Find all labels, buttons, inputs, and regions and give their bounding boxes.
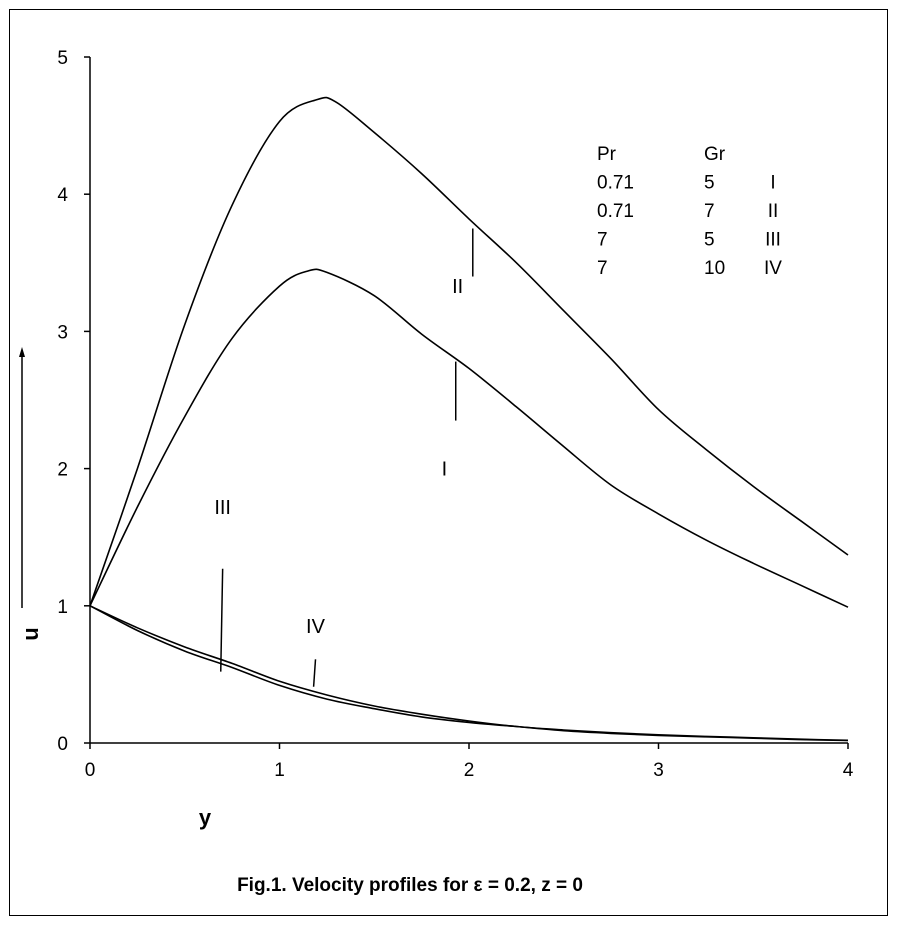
y-tick-label: 0 xyxy=(57,734,68,755)
y-tick-label: 2 xyxy=(57,459,68,481)
annotation-leader-iii xyxy=(221,569,223,672)
legend-cell: III xyxy=(765,229,781,251)
series-line-iv xyxy=(90,606,848,741)
legend xyxy=(597,144,782,279)
y-tick-label: 5 xyxy=(57,48,68,69)
y-tick-label: 3 xyxy=(57,322,68,344)
legend-cell: I xyxy=(770,172,776,194)
legend-cell: 5 xyxy=(704,172,715,194)
annotation-leader-iv xyxy=(314,659,316,686)
u-axis-arrow-icon xyxy=(19,347,25,357)
curve-annotations xyxy=(214,229,472,687)
series-line-i xyxy=(90,269,848,607)
annotation-label-iii: III xyxy=(214,496,231,519)
legend-cell: 0.71 xyxy=(597,172,634,194)
legend-cell: 10 xyxy=(704,258,726,279)
axes xyxy=(90,57,848,743)
legend-cell: IV xyxy=(764,258,782,279)
annotation-label-ii: II xyxy=(452,275,464,298)
legend-cell: 7 xyxy=(597,258,608,279)
legend-cell: II xyxy=(767,201,779,222)
x-tick-label: 2 xyxy=(463,760,475,781)
x-tick-label: 3 xyxy=(653,760,664,781)
figure-caption: Fig.1. Velocity profiles for ε = 0.2, z = 0 xyxy=(237,875,583,896)
curves xyxy=(90,98,848,741)
legend-cell: 0.71 xyxy=(597,201,634,222)
annotation-label-i: I xyxy=(441,458,448,481)
legend-header: Gr xyxy=(704,144,726,165)
y-axis-title: u xyxy=(18,627,43,641)
y-tick-label: 4 xyxy=(57,185,68,207)
x-axis-title: y xyxy=(198,805,212,830)
annotation-label-iv: IV xyxy=(306,616,325,639)
legend-header: Pr xyxy=(597,144,616,165)
legend-cell: 7 xyxy=(597,229,608,251)
y-tick-label: 1 xyxy=(57,596,68,618)
legend-cell: 5 xyxy=(704,229,715,251)
series-line-ii xyxy=(90,98,848,606)
x-tick-label: 1 xyxy=(274,760,285,781)
legend-cell: 7 xyxy=(704,201,715,222)
x-tick-label: 4 xyxy=(842,760,854,781)
x-tick-label: 0 xyxy=(84,760,96,781)
